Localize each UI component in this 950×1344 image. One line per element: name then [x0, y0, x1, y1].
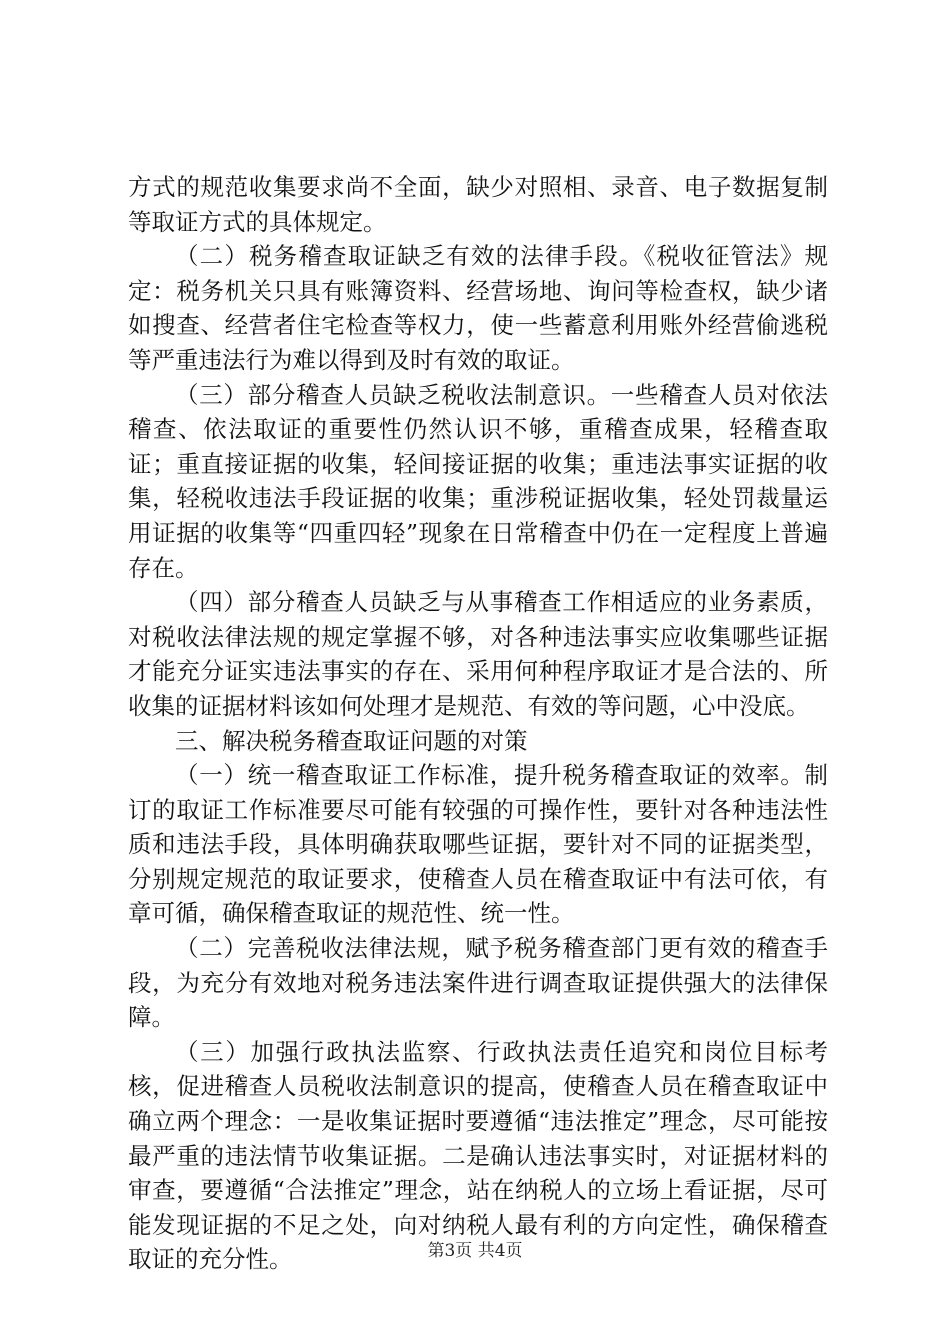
- section-heading-3: 三、解决税务稽查取证问题的对策: [175, 726, 528, 755]
- paragraph-measure-2: （二）完善税收法律法规，赋予税务稽查部门更有效的稽查手段，为充分有效地对税务违法案件进行调查取证提供强大的法律保障。: [128, 934, 828, 1032]
- paragraph-measure-1: （一）统一稽查取证工作标准，提升税务稽查取证的效率。制订的取证工作标准要尽可能有较强的可操作性，要针对各种违法性质和违法手段，具体明确获取哪些证据，要针对不同的证据类型，分别规定规范的取证要求，使稽查人员在稽查取证中有法可依，有章可循，确保稽查取证的规范性、统一性。: [128, 761, 828, 928]
- document-body: [128, 170, 828, 1277]
- page-number-footer: 第3页 共4页: [427, 1241, 523, 1261]
- paragraph-issue-3: （三）部分稽查人员缺乏税收法制意识。一些稽查人员对依法稽查、依法取证的重要性仍然认识不够，重稽查成果，轻稽查取证；重直接证据的收集，轻间接证据的收集；重违法事实证据的收集，轻税收违法手段证据的收集；重涉税证据收集，轻处罚裁量运用证据的收集等“四重四轻”现象在日常稽查中仍在一定程度上普遍存在。: [128, 380, 828, 582]
- paragraph-continuation: 方式的规范收集要求尚不全面，缺少对照相、录音、电子数据复制等取证方式的具体规定。: [128, 173, 828, 236]
- paragraph-measure-3: （三）加强行政执法监察、行政执法责任追究和岗位目标考核，促进稽查人员税收法制意识的提高，使稽查人员在稽查取证中确立两个理念：一是收集证据时要遵循“违法推定”理念，尽可能按最严重的违法情节收集证据。二是确认违法事实时，对证据材料的审查，要遵循“合法推定”理念，站在纳税人的立场上看证据，尽可能发现证据的不足之处，向对纳税人最有利的方向定性，确保稽查取证的充分性。: [128, 1037, 828, 1274]
- paragraph-issue-2: （二）税务稽查取证缺乏有效的法律手段。《税收征管法》规定：税务机关只具有账簿资料、经营场地、询问等检查权，缺少诸如搜查、经营者住宅检查等权力，使一些蓄意利用账外经营偷逃税等严重违法行为难以得到及时有效的取证。: [128, 242, 828, 374]
- paragraph-issue-4: （四）部分稽查人员缺乏与从事稽查工作相适应的业务素质，对税收法律法规的规定掌握不够，对各种违法事实应收集哪些证据才能充分证实违法事实的存在、采用何种程序取证才是合法的、所收集的证据材料该如何处理才是规范、有效的等问题，心中没底。: [128, 588, 828, 720]
